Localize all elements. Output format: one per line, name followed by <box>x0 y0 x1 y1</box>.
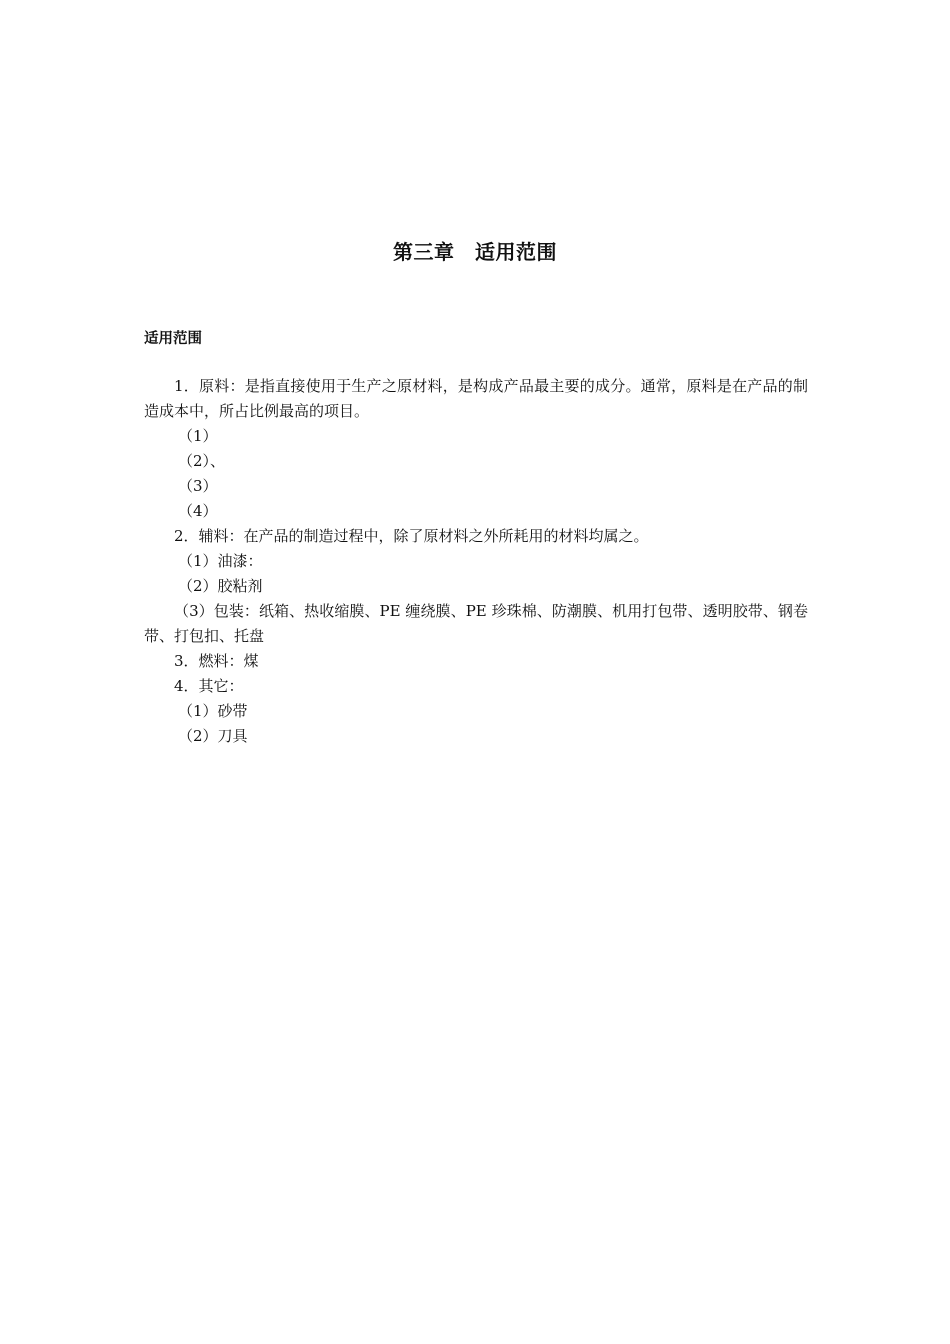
list-item: （3） <box>178 477 218 495</box>
chapter-title: 第三章 适用范围 <box>393 240 557 264</box>
paragraph-others: 4．其它： <box>174 677 244 695</box>
list-item: （2）刀具 <box>178 727 248 745</box>
body-text <box>144 374 808 749</box>
list-item: （2）、 <box>178 452 226 470</box>
paragraph-auxiliary-materials: 2．辅料：在产品的制造过程中，除了原材料之外所耗用的材料均属之。 <box>174 527 649 545</box>
list-item: （2）胶粘剂 <box>178 577 263 595</box>
list-item: （4） <box>178 502 218 520</box>
section-heading: 适用范围 <box>144 331 202 347</box>
list-item: （1） <box>178 427 218 445</box>
paragraph-packaging: （3）包装：纸箱、热收缩膜、PE 缠绕膜、PE 珍珠棉、防潮膜、机用打包带、透明胶带、钢卷带、打包扣、托盘 <box>144 602 808 645</box>
paragraph-fuel: 3．燃料：煤 <box>174 652 259 670</box>
paragraph-raw-materials: 1．原料：是指直接使用于生产之原材料，是构成产品最主要的成分。通常，原料是在产品的制造成本中，所占比例最高的项目。 <box>144 377 808 420</box>
list-item: （1）砂带 <box>178 702 248 720</box>
list-item: （1）油漆： <box>178 552 263 570</box>
